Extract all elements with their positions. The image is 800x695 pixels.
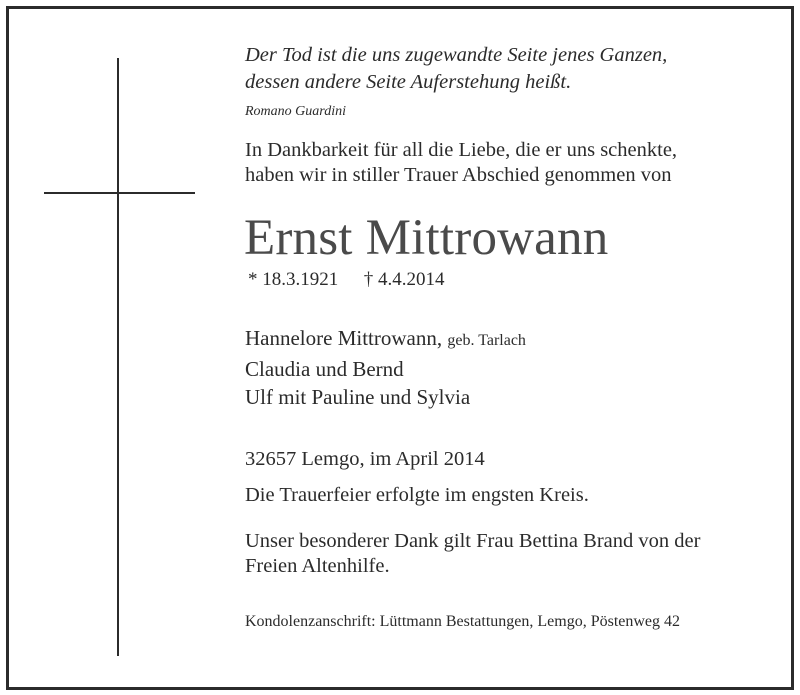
mourner-name: Hannelore Mittrowann, <box>245 326 443 350</box>
quote-line-2: dessen andere Seite Auferstehung heißt. <box>245 71 572 93</box>
mourner-name: Ulf mit Pauline und Sylvia <box>245 385 471 409</box>
thanks-line-2: Freien Altenhilfe. <box>245 555 390 577</box>
condolence-address: Kondolenzanschrift: Lüttmann Bestattungen, Lemgo, Pöstenweg 42 <box>245 613 681 630</box>
obituary-content <box>245 42 775 632</box>
mourner-item <box>245 324 775 355</box>
thanks-text <box>245 529 775 579</box>
intro-line-1: In Dankbarkeit für all die Liebe, die er uns schenkte, <box>245 139 678 161</box>
quote-line-1: Der Tod ist die uns zugewandte Seite jenes Ganzen, <box>245 44 668 66</box>
deceased-name: Ernst Mittrowann <box>244 210 609 266</box>
thanks-line-1: Unser besonderer Dank gilt Frau Bettina Brand von der <box>245 530 701 552</box>
cross-vertical-bar <box>117 58 119 656</box>
life-dates <box>248 268 775 292</box>
mourner-note: geb. Tarlach <box>447 332 526 349</box>
cross-horizontal-bar <box>44 192 195 194</box>
service-note: Die Trauerfeier erfolgte im engsten Kreis. <box>245 484 589 506</box>
death-date: 4.4.2014 <box>378 269 445 290</box>
place-and-date: 32657 Lemgo, im April 2014 <box>245 448 485 470</box>
quote-author: Romano Guardini <box>245 104 346 119</box>
mourner-item <box>245 355 775 383</box>
intro-text <box>245 138 775 188</box>
birth-date: 18.3.1921 <box>262 269 339 290</box>
mourner-name: Claudia und Bernd <box>245 357 404 381</box>
death-symbol: † <box>363 269 374 290</box>
quote-block <box>245 42 775 122</box>
intro-line-2: haben wir in stiller Trauer Abschied genommen von <box>245 164 672 186</box>
mourner-item <box>245 383 775 411</box>
birth-symbol: * <box>248 269 258 290</box>
mourners-list <box>245 324 775 411</box>
